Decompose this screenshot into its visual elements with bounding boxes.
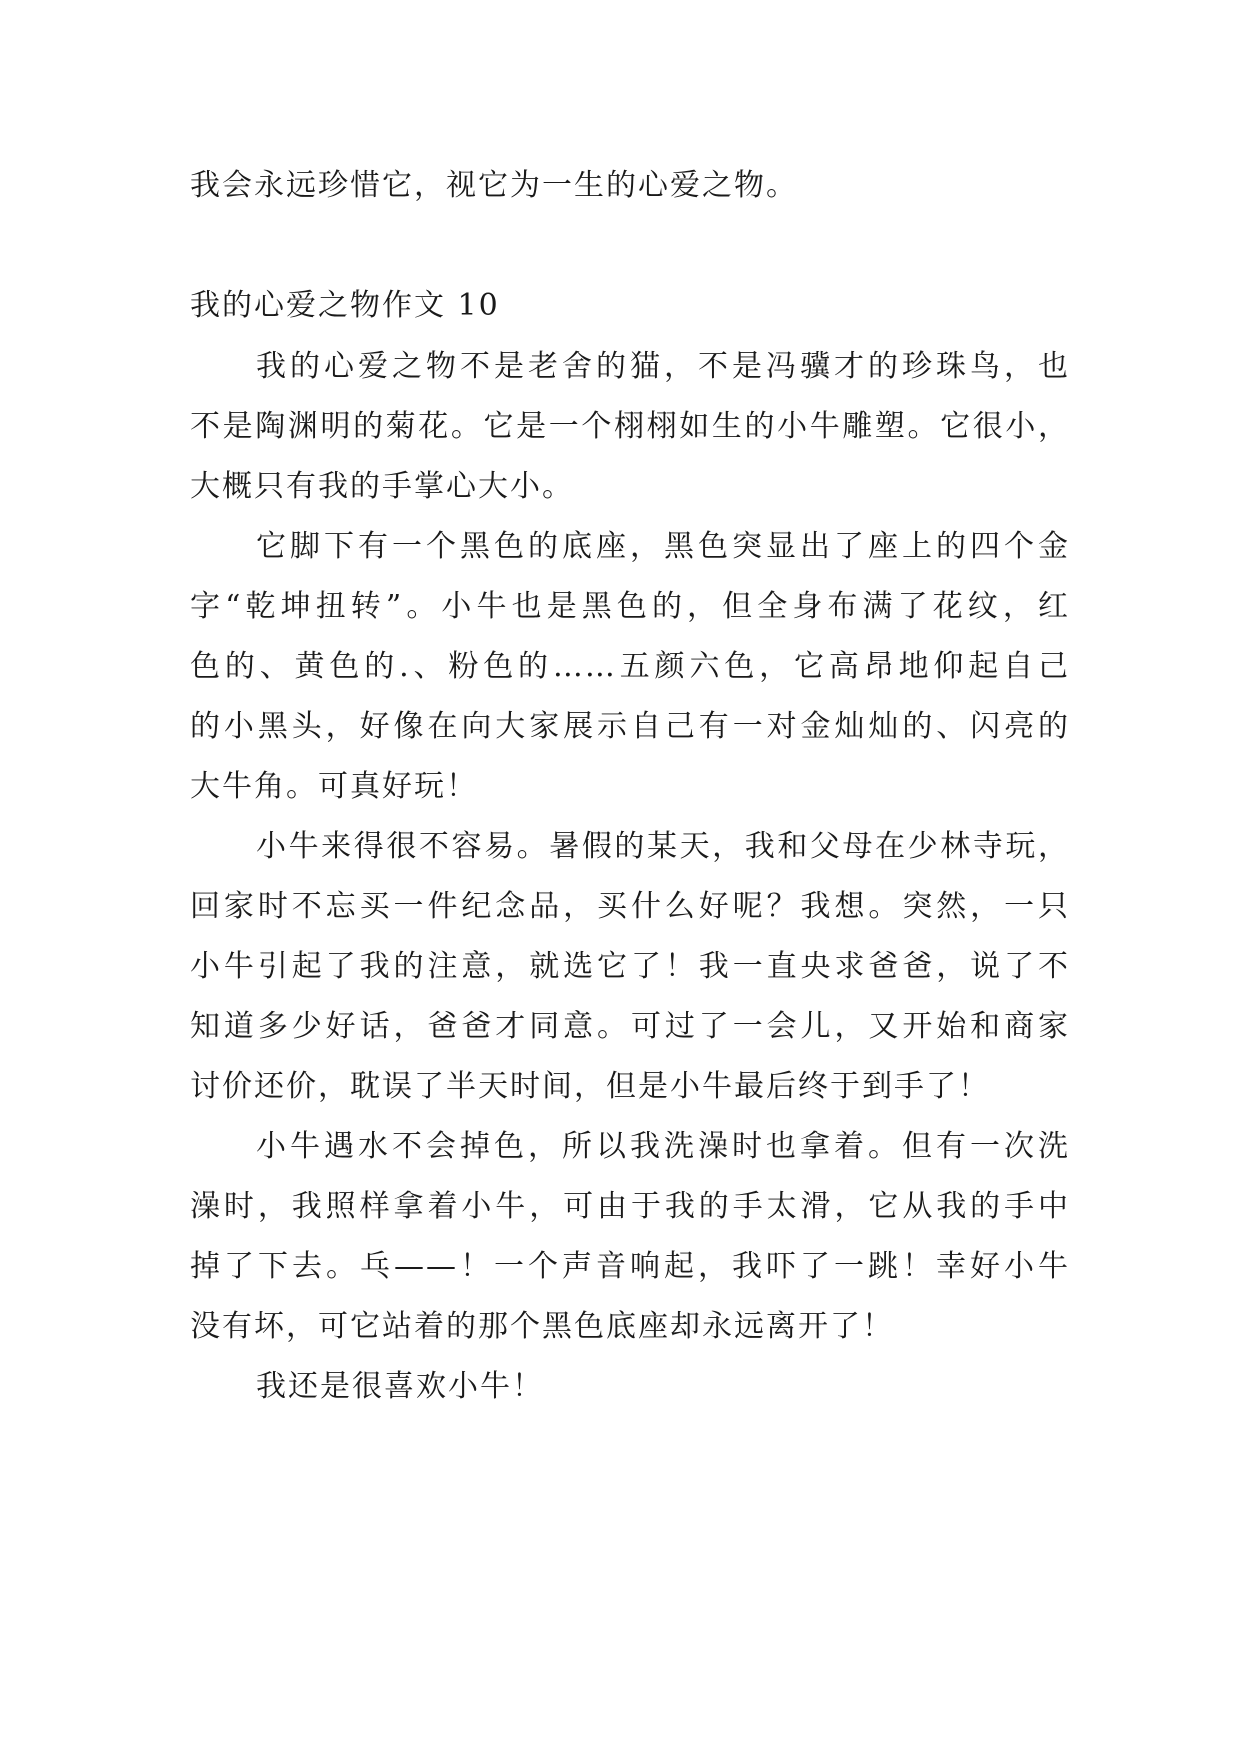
paragraph-3-line-5: 讨价还价，耽误了半天时间，但是小牛最后终于到手了！ [190, 1069, 990, 1104]
paragraph-4-line-4: 没有坏，可它站着的那个黑色底座却永远离开了！ [190, 1309, 894, 1344]
paragraph-2-line-5: 大牛角。可真好玩！ [190, 769, 478, 804]
paragraph-1-line-1: 我的心爱之物不是老舍的猫，不是冯骥才的珍珠鸟，也 [256, 349, 1070, 384]
paragraph-2-line-2: 字“乾坤扭转”。小牛也是黑色的，但全身布满了花纹，红 [190, 589, 1070, 624]
paragraph-2-line-4: 的小黑头，好像在向大家展示自己有一对金灿灿的、闪亮的 [190, 709, 1070, 744]
paragraph-3-line-1: 小牛来得很不容易。暑假的某天，我和父母在少林寺玩， [256, 829, 1070, 864]
paragraph-2-line-3: 色的、黄色的.、粉色的……五颜六色，它高昂地仰起自己 [190, 649, 1070, 684]
paragraph-4-line-1: 小牛遇水不会掉色，所以我洗澡时也拿着。但有一次洗 [256, 1129, 1070, 1164]
paragraph-3-line-3: 小牛引起了我的注意，就选它了！我一直央求爸爸，说了不 [190, 949, 1070, 984]
intro-line: 我会永远珍惜它，视它为一生的心爱之物。 [190, 168, 798, 203]
paragraph-1-line-2: 不是陶渊明的菊花。它是一个栩栩如生的小牛雕塑。它很小， [190, 409, 1070, 444]
paragraph-1-line-3: 大概只有我的手掌心大小。 [190, 469, 574, 504]
paragraph-4-line-2: 澡时，我照样拿着小牛，可由于我的手太滑，它从我的手中 [190, 1189, 1070, 1224]
paragraph-4-line-3: 掉了下去。乓——！一个声音响起，我吓了一跳！幸好小牛 [190, 1249, 1070, 1284]
essay-heading: 我的心爱之物作文 10 [190, 288, 500, 323]
paragraph-2-line-1: 它脚下有一个黑色的底座，黑色突显出了座上的四个金 [256, 529, 1070, 564]
paragraph-3-line-4: 知道多少好话，爸爸才同意。可过了一会儿，又开始和商家 [190, 1009, 1070, 1044]
paragraph-3-line-2: 回家时不忘买一件纪念品，买什么好呢？我想。突然，一只 [190, 889, 1070, 924]
paragraph-5-line-1: 我还是很喜欢小牛！ [256, 1369, 544, 1404]
